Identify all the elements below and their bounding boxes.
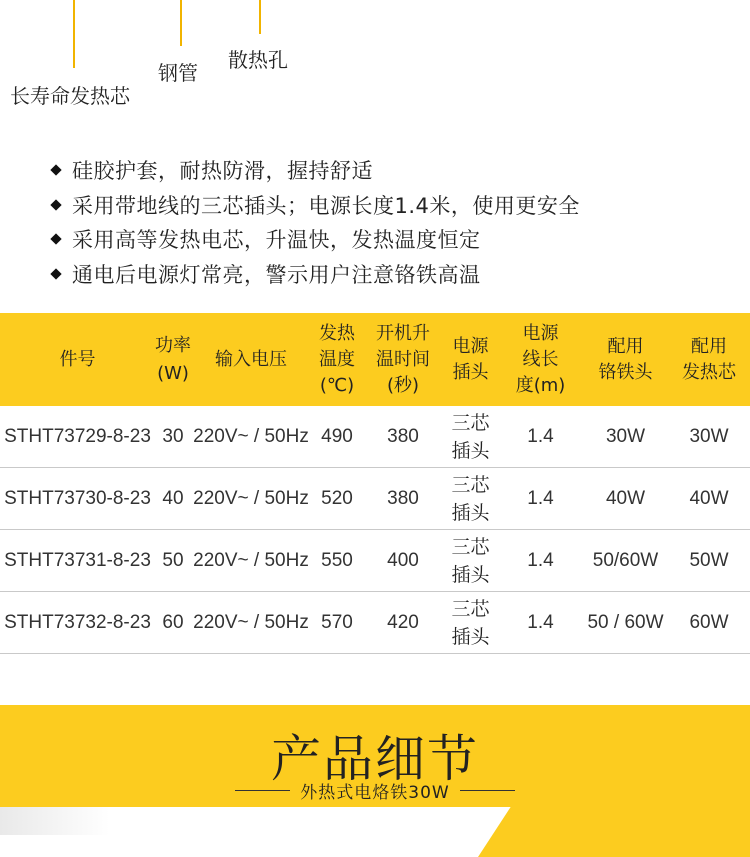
product-detail-banner: [0, 705, 750, 807]
cell-tip: 40W: [605, 487, 646, 509]
header-text: 插头: [452, 361, 489, 383]
cell-voltage: 220V~ / 50Hz: [193, 611, 309, 633]
cell-power: 60: [162, 611, 184, 633]
callout-label-steel-tube: 钢管: [158, 61, 198, 85]
header-text: 配用: [607, 335, 644, 357]
header-text: 度(m): [515, 374, 566, 396]
cell-temperature: 570: [321, 611, 353, 633]
banner-title: 产品细节: [271, 730, 479, 788]
cell-tip: 50 / 60W: [587, 611, 664, 633]
cell-voltage: 220V~ / 50Hz: [193, 549, 309, 571]
header-text: 功率: [155, 334, 191, 356]
cell-heatup-time: 380: [387, 425, 419, 447]
subtitle-right-rule: [460, 790, 515, 792]
diamond-bullet-icon: [50, 268, 61, 279]
feature-text: 通电后电源灯常亮，警示用户注意铬铁高温: [72, 262, 481, 287]
cell-heater-core: 50W: [689, 549, 729, 571]
product-image-strip: [0, 807, 750, 857]
header-temperature: [311, 313, 363, 406]
header-text: 发热: [319, 322, 355, 344]
cell-heatup-time: 420: [387, 611, 419, 633]
diamond-bullet-icon: [50, 199, 61, 210]
header-text: 开机升: [376, 322, 430, 344]
header-text: 配用: [691, 335, 727, 357]
header-text: (W): [157, 362, 189, 384]
cell-plug: [443, 406, 498, 467]
header-heatup-time: [363, 313, 443, 406]
header-cord-length: [498, 313, 583, 406]
plug-text: 三芯: [451, 535, 490, 558]
cell-tip: 30W: [605, 425, 646, 447]
header-text: 线长: [522, 348, 559, 370]
feature-list: [52, 153, 580, 291]
plug-text: 插头: [451, 625, 490, 648]
header-power: [155, 313, 191, 406]
cell-cord-length: 1.4: [527, 425, 554, 447]
cell-power: 30: [162, 425, 184, 447]
feature-item: [52, 188, 580, 223]
cell-voltage: 220V~ / 50Hz: [193, 487, 309, 509]
cell-temperature: 490: [321, 425, 353, 447]
table-row: [0, 406, 750, 468]
cell-cord-length: 1.4: [527, 487, 554, 509]
cell-cord-length: 1.4: [527, 611, 554, 633]
header-text: 电源: [452, 335, 489, 357]
cell-power: 40: [162, 487, 184, 509]
cell-heater-core: 30W: [689, 425, 729, 447]
table-row: [0, 592, 750, 654]
header-voltage: [191, 313, 311, 406]
callout-line-heater-core: [73, 0, 75, 68]
feature-text: 硅胶护套，耐热防滑，握持舒适: [72, 159, 373, 184]
callout-label-vent-holes: 散热孔: [228, 48, 288, 72]
header-text: 铬铁头: [598, 361, 653, 383]
plug-text: 插头: [451, 563, 490, 586]
header-plug: [443, 313, 498, 406]
cell-cord-length: 1.4: [527, 549, 554, 571]
cell-voltage: 220V~ / 50Hz: [193, 425, 309, 447]
plug-text: 插头: [451, 501, 490, 524]
diamond-bullet-icon: [50, 234, 61, 245]
cell-power: 50: [162, 549, 184, 571]
plug-text: 三芯: [451, 473, 490, 496]
cell-temperature: 550: [321, 549, 353, 571]
table-row: [0, 530, 750, 592]
cell-part-no: STHT73729-8-23: [4, 425, 151, 447]
plug-text: 三芯: [451, 597, 490, 620]
cell-heater-core: 60W: [689, 611, 729, 633]
header-heater-core: [668, 313, 750, 406]
cell-tip: 50/60W: [592, 549, 659, 571]
header-text: 件号: [59, 348, 96, 370]
cell-part-no: STHT73732-8-23: [4, 611, 151, 633]
callout-line-vent-holes: [259, 0, 261, 34]
header-tip: [583, 313, 668, 406]
subtitle-left-rule: [235, 790, 290, 792]
header-part-no: [0, 313, 155, 406]
feature-text: 采用带地线的三芯插头；电源长度1.4米，使用更安全: [72, 193, 580, 218]
header-text: 发热芯: [682, 361, 736, 383]
cell-part-no: STHT73730-8-23: [4, 487, 151, 509]
callout-label-heater-core: 长寿命发热芯: [10, 84, 130, 108]
diamond-bullet-icon: [50, 165, 61, 176]
header-text: 电源: [522, 322, 559, 344]
cell-heater-core: 40W: [689, 487, 729, 509]
cell-plug: [443, 592, 498, 653]
cell-heatup-time: 380: [387, 487, 419, 509]
yellow-accent-block: [478, 807, 750, 857]
cell-plug: [443, 468, 498, 529]
plug-text: 插头: [451, 439, 490, 462]
cell-temperature: 520: [321, 487, 353, 509]
banner-subtitle-row: [0, 778, 750, 803]
feature-item: [52, 222, 580, 257]
cell-plug: [443, 530, 498, 591]
spec-table: [0, 313, 750, 654]
feature-item: [52, 257, 580, 292]
feature-text: 采用高等发热电芯，升温快，发热温度恒定: [72, 228, 481, 253]
banner-subtitle: 外热式电烙铁30W: [300, 783, 450, 803]
header-text: 输入电压: [215, 348, 287, 370]
header-text: 温度: [319, 348, 355, 370]
table-row: [0, 468, 750, 530]
callout-line-steel-tube: [180, 0, 182, 46]
feature-item: [52, 153, 580, 188]
photo-shadow: [0, 807, 110, 835]
header-text: (℃): [319, 374, 355, 396]
plug-text: 三芯: [451, 411, 490, 434]
header-text: 温时间: [376, 348, 430, 370]
cell-part-no: STHT73731-8-23: [4, 549, 151, 571]
table-header-row: [0, 313, 750, 406]
cell-heatup-time: 400: [387, 549, 419, 571]
header-text: (秒): [386, 374, 420, 396]
